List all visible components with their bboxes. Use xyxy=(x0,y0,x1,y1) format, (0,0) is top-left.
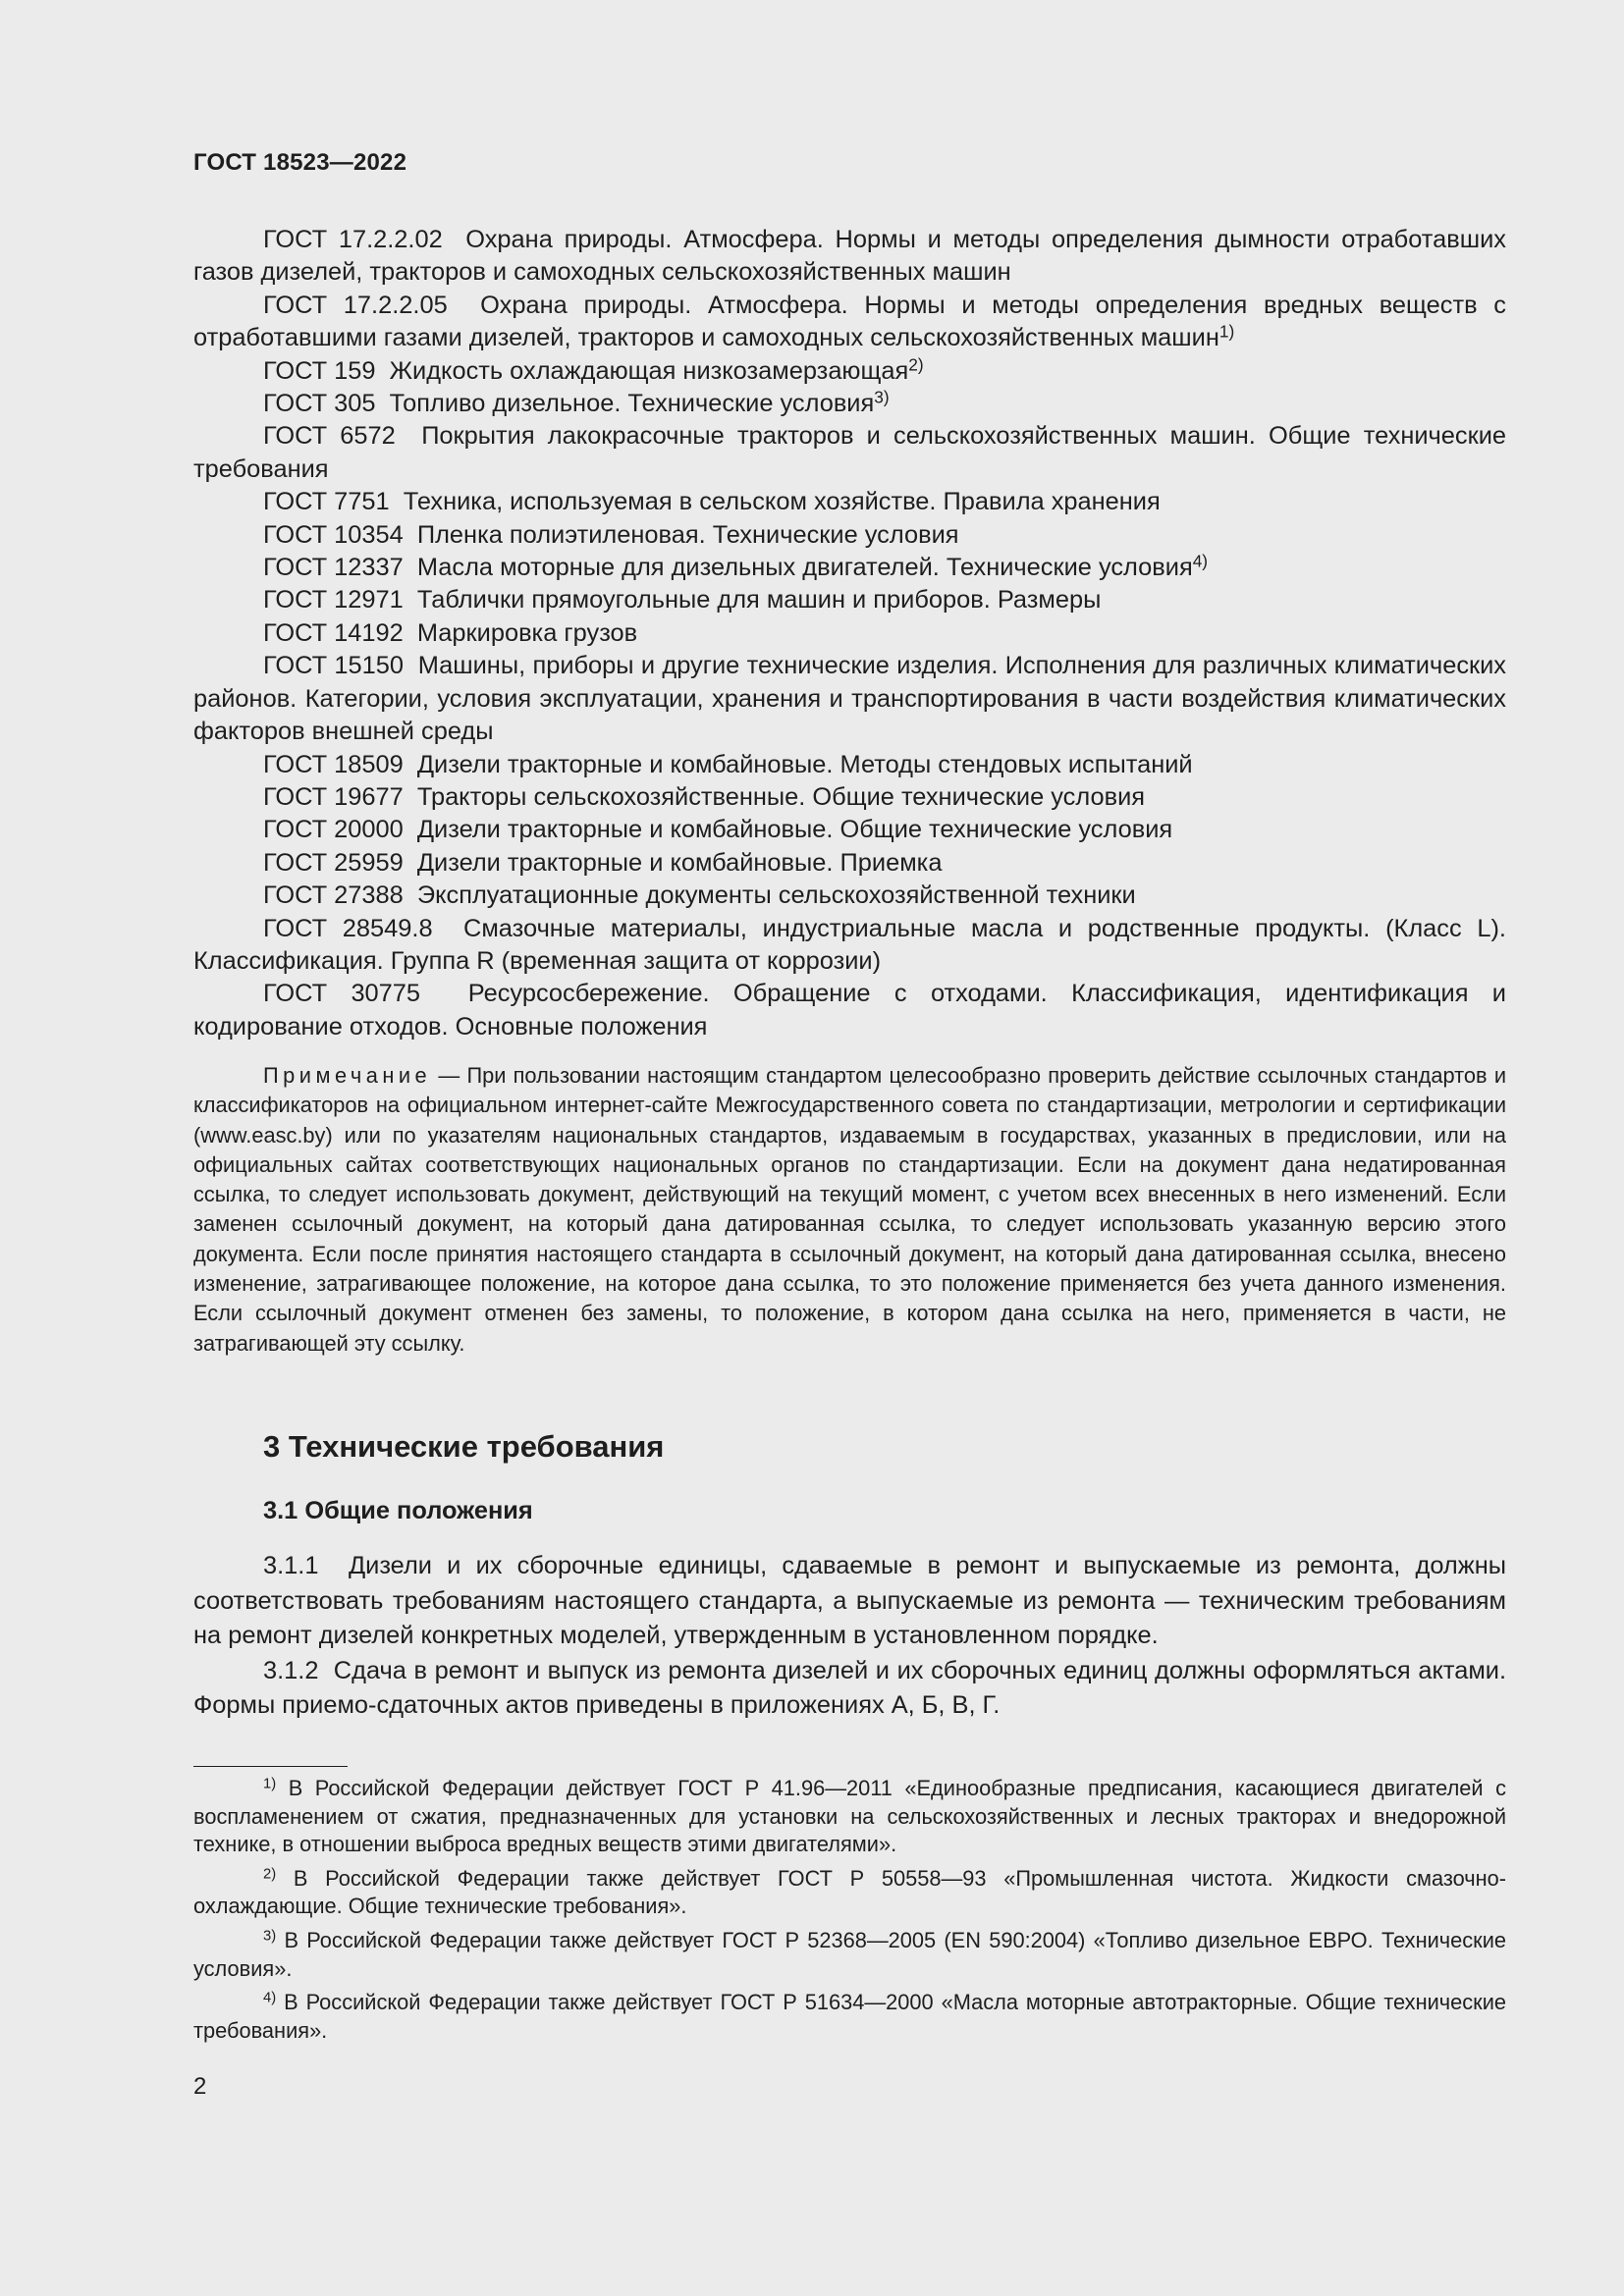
reference-code: ГОСТ 17.2.2.02 xyxy=(263,226,443,253)
reference-text: Жидкость охлаждающая низкозамерзающая xyxy=(389,356,909,385)
reference-text: Охрана природы. Атмосфера. Нормы и методы определения дымности отработавших газов дизелей, тракторов и самоходных сельскохозяйственных машин xyxy=(193,226,1506,287)
footnote-ref: 3) xyxy=(874,387,890,407)
footnote-mark: 1) xyxy=(263,1776,277,1792)
document-header: ГОСТ 18523—2022 xyxy=(193,149,407,176)
reference-item xyxy=(193,584,1506,616)
reference-item xyxy=(193,617,1506,650)
reference-item xyxy=(193,913,1506,979)
note-text: При пользовании настоящим стандартом целесообразно проверить действие ссылочных стандартов и классификаторов на официальном интернет-сайте Межгосударственного совета по стандартизации, метрологии и сертификации (www.easc.by) или по указателям национальных стандартов, издаваемым в государствах, указанных в предисловии, или на официальных сайтах соответствующих национальных органов по стандартизации. Если на документ дана недатированная ссылка, то следует использовать документ, действующий на текущий момент, с учетом всех внесенных в него изменений. Если заменен ссылочный документ, на который дана датированная ссылка, то следует использовать указанную версию этого документа. Если после принятия настоящего стандарта в ссылочный документ, на который дана датированная ссылка, внесено изменение, затрагивающее положение, на которое дана ссылка, то это положение применяется без учета данного изменения. Если ссылочный документ отменен без замены, то положение, в котором дана ссылка на него, применяется в части, не затрагивающей эту ссылку. xyxy=(193,1063,1506,1356)
reference-code: ГОСТ 159 xyxy=(263,356,376,385)
reference-text: Дизели тракторные и комбайновые. Методы стендовых испытаний xyxy=(416,750,1193,778)
reference-item xyxy=(193,224,1506,290)
clause-number: 3.1.1 xyxy=(263,1552,319,1579)
normative-references xyxy=(193,224,1506,1043)
footnote-mark: 4) xyxy=(263,1990,277,2006)
reference-item xyxy=(193,978,1506,1043)
reference-code: ГОСТ 14192 xyxy=(263,618,404,647)
clause-paragraph xyxy=(193,1549,1506,1654)
note-label: Примечание xyxy=(263,1063,432,1088)
reference-text: Техника, используемая в сельском хозяйстве. Правила хранения xyxy=(403,488,1161,516)
reference-item xyxy=(193,880,1506,912)
reference-text: Покрытия лакокрасочные тракторов и сельскохозяйственных машин. Общие технические требования xyxy=(193,422,1506,483)
footnote-text: В Российской Федерации также действует ГОСТ Р 52368—2005 (EN 590:2004) «Топливо дизельное ЕВРО. Технические условия». xyxy=(193,1927,1507,1981)
footnote-text: В Российской Федерации действует ГОСТ Р 41.96—2011 «Единообразные предписания, касающиеся двигателей с воспламенением от сжатия, предназначенных для установки на сельскохозяйственных и лесных тракторах и внедорожной технике, в отношении выброса вредных веществ этими двигателями». xyxy=(193,1776,1506,1857)
reference-text: Маркировка грузов xyxy=(416,618,638,647)
reference-item xyxy=(193,355,1506,388)
footnote-divider xyxy=(193,1766,348,1767)
footnote-text: В Российской Федерации также действует ГОСТ Р 50558—93 «Промышленная чистота. Жидкости смазочно-охлаждающие. Общие технические требования». xyxy=(193,1865,1506,1919)
reference-text: Дизели тракторные и комбайновые. Приемка xyxy=(416,848,943,877)
reference-text: Охрана природы. Атмосфера. Нормы и методы определения вредных веществ с отработавшими газами дизелей, тракторов и самоходных сельскохозяйственных машин xyxy=(193,291,1506,352)
reference-text: Масла моторные для дизельных двигателей. Технические условия xyxy=(416,554,1193,582)
reference-item xyxy=(193,552,1506,584)
note-dash: — xyxy=(431,1063,467,1088)
footnote xyxy=(193,1775,1506,1859)
reference-text: Тракторы сельскохозяйственные. Общие технические условия xyxy=(416,782,1146,811)
reference-text: Таблички прямоугольные для машин и приборов. Размеры xyxy=(416,586,1102,614)
reference-text: Смазочные материалы, индустриальные масла и родственные продукты. (Класс L). Классификация. Группа R (временная защита от коррозии) xyxy=(193,914,1506,975)
reference-item xyxy=(193,420,1506,486)
reference-code: ГОСТ 28549.8 xyxy=(263,914,433,942)
reference-code: ГОСТ 12971 xyxy=(263,586,404,614)
reference-code: ГОСТ 19677 xyxy=(263,782,404,811)
reference-code: ГОСТ 30775 xyxy=(263,980,421,1008)
reference-text: Ресурсосбережение. Обращение с отходами. Классификация, идентификация и кодирование отходов. Основные положения xyxy=(193,980,1506,1041)
clause-text: Дизели и их сборочные единицы, сдаваемые в ремонт и выпускаемые из ремонта, должны соответствовать требованиям настоящего стандарта, а выпускаемые из ремонта — техническим требованиям на ремонт дизелей конкретных моделей, утвержденным в установленном порядке. xyxy=(193,1552,1506,1649)
clause-number: 3.1.2 xyxy=(263,1656,319,1684)
reference-code: ГОСТ 25959 xyxy=(263,848,404,877)
note-paragraph xyxy=(193,1061,1506,1359)
footnote xyxy=(193,1927,1506,1983)
reference-code: ГОСТ 10354 xyxy=(263,520,404,549)
reference-code: ГОСТ 27388 xyxy=(263,881,404,910)
footnote-text: В Российской Федерации также действует ГОСТ Р 51634—2000 «Масла моторные автотракторные. Общие технические требования». xyxy=(193,1990,1506,2043)
reference-text: Дизели тракторные и комбайновые. Общие технические условия xyxy=(416,816,1173,844)
reference-code: ГОСТ 12337 xyxy=(263,554,404,582)
reference-text: Машины, приборы и другие технические изделия. Исполнения для различных климатических районов. Категории, условия эксплуатации, хранения и транспортирования в части воздействия климатических факторов внешней среды xyxy=(193,652,1507,746)
footnotes xyxy=(193,1775,1506,2051)
footnote-ref: 4) xyxy=(1192,551,1209,571)
reference-code: ГОСТ 305 xyxy=(263,390,376,418)
section-body xyxy=(193,1549,1506,1724)
reference-item xyxy=(193,388,1506,420)
reference-text: Топливо дизельное. Технические условия xyxy=(389,390,875,418)
footnote-ref: 1) xyxy=(1218,321,1235,342)
reference-item xyxy=(193,290,1506,355)
page-number: 2 xyxy=(193,2073,207,2100)
reference-item xyxy=(193,847,1506,880)
reference-item xyxy=(193,486,1506,518)
footnote-mark: 3) xyxy=(263,1928,277,1945)
reference-text: Эксплуатационные документы сельскохозяйственной техники xyxy=(416,881,1136,910)
note-block xyxy=(193,1061,1506,1359)
reference-code: ГОСТ 18509 xyxy=(263,750,404,778)
reference-item xyxy=(193,749,1506,781)
clause-text: Сдача в ремонт и выпуск из ремонта дизелей и их сборочных единиц должны оформляться актами. Формы приемо-сдаточных актов приведены в приложениях А, Б, В, Г. xyxy=(193,1656,1507,1719)
section-heading: 3 Технические требования xyxy=(263,1429,665,1464)
reference-code: ГОСТ 6572 xyxy=(263,422,396,451)
footnote-mark: 2) xyxy=(263,1866,277,1883)
reference-item xyxy=(193,814,1506,846)
reference-text: Пленка полиэтиленовая. Технические условия xyxy=(416,520,959,549)
subsection-heading: 3.1 Общие положения xyxy=(263,1497,533,1524)
footnote xyxy=(193,1989,1506,2045)
clause-paragraph xyxy=(193,1654,1506,1724)
reference-code: ГОСТ 17.2.2.05 xyxy=(263,291,448,319)
footnote xyxy=(193,1865,1506,1921)
reference-code: ГОСТ 20000 xyxy=(263,816,404,844)
reference-item xyxy=(193,781,1506,814)
footnote-ref: 2) xyxy=(908,354,924,374)
reference-code: ГОСТ 7751 xyxy=(263,488,390,516)
reference-item xyxy=(193,650,1506,748)
reference-code: ГОСТ 15150 xyxy=(263,652,405,680)
reference-item xyxy=(193,519,1506,552)
